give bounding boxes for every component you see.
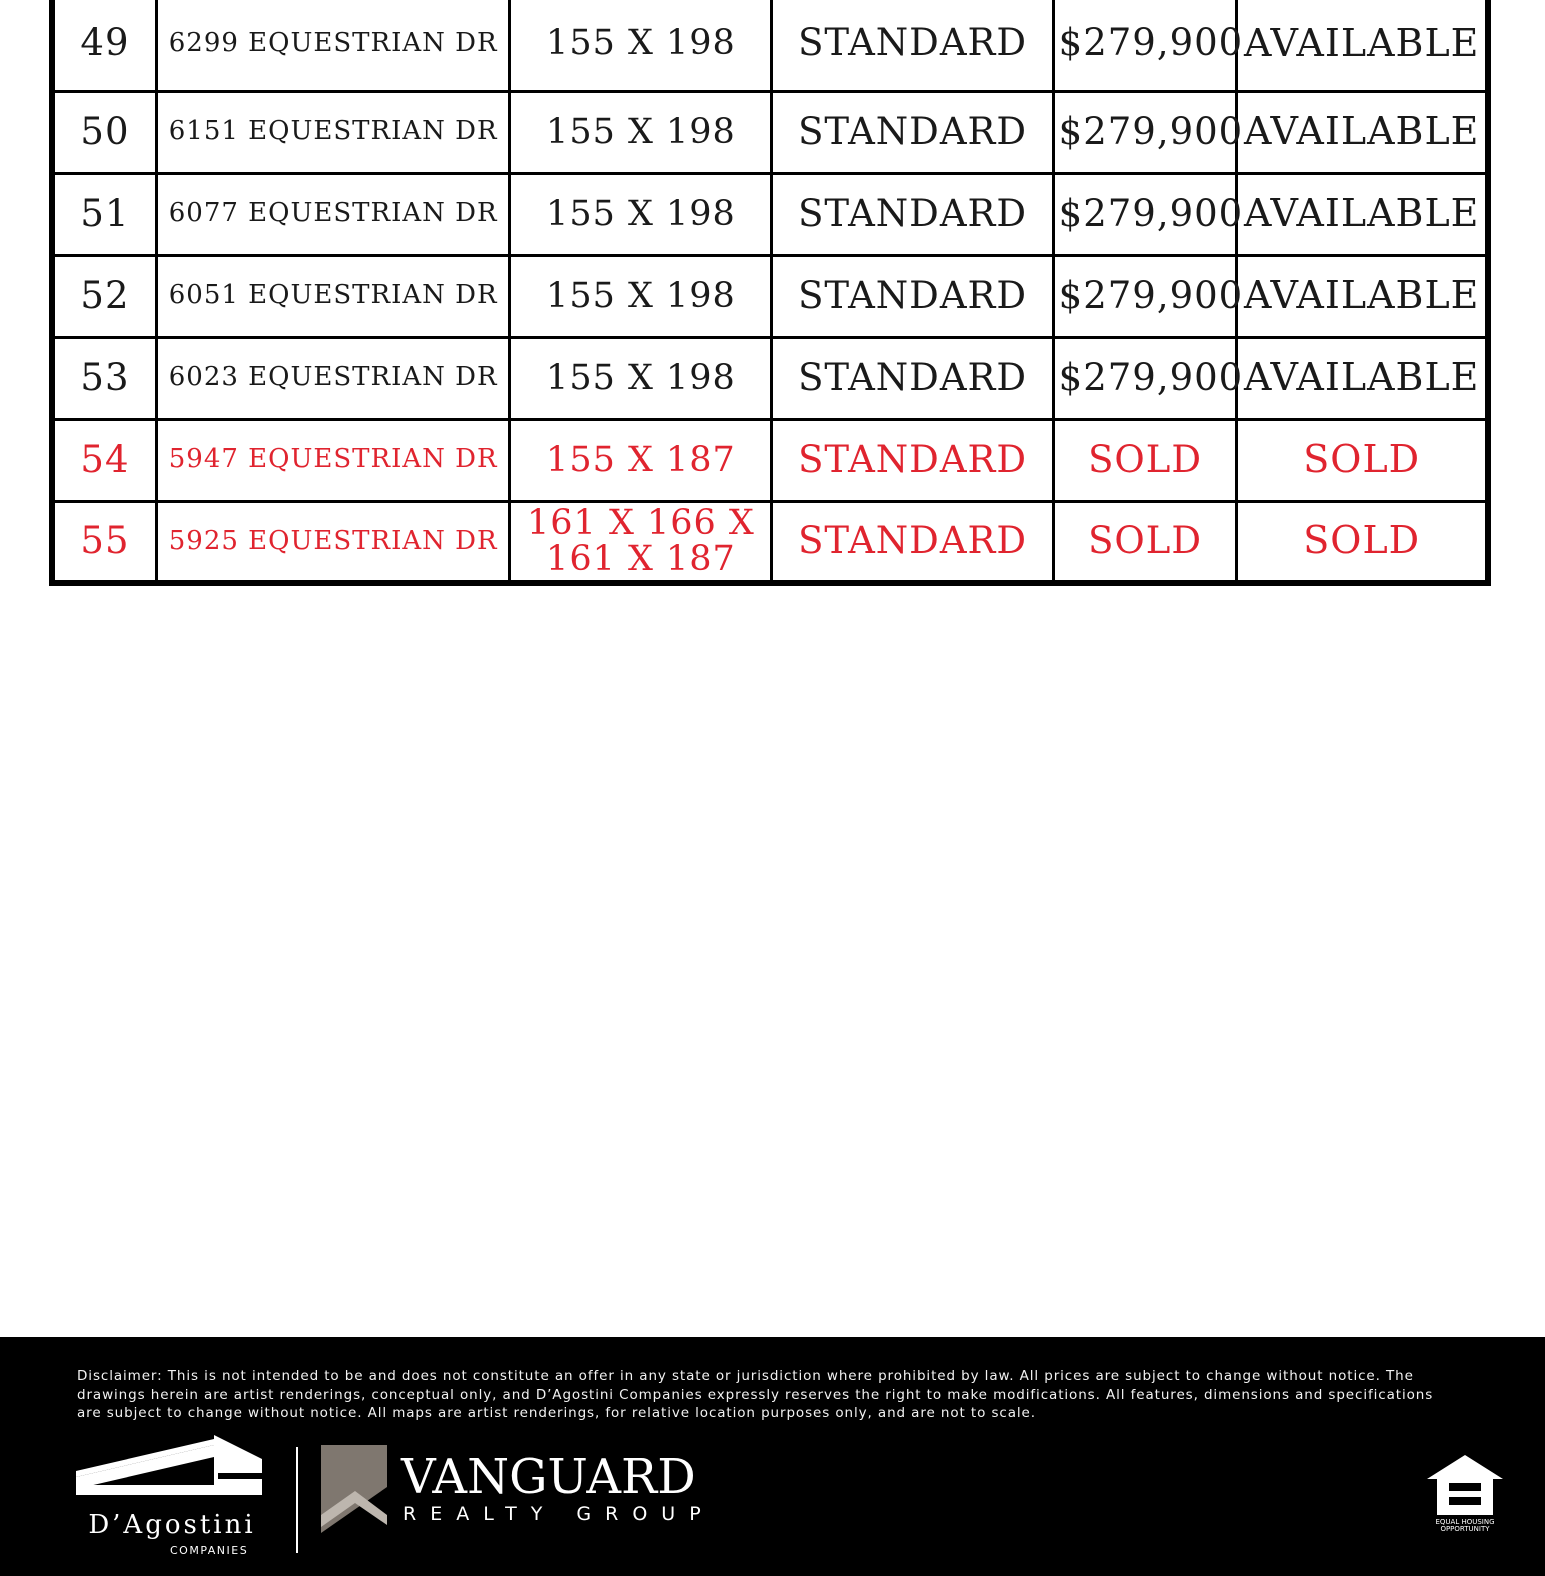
price-cell: $279,900 [1053,0,1237,91]
equal-housing-logo [1425,1453,1505,1537]
status-cell: AVAILABLE [1237,91,1488,173]
status-cell: SOLD [1237,501,1488,583]
lot-number-cell: 52 [52,255,156,337]
lot-number-cell: 50 [52,91,156,173]
table-row [52,501,1488,583]
lot-type-cell: STANDARD [772,255,1053,337]
dagostini-subtitle: COMPANIES [170,1544,249,1557]
price-cell: $279,900 [1053,255,1237,337]
table-row [52,91,1488,173]
dimensions-cell: 155 X 198 [510,255,772,337]
address-cell: 5947 EQUESTRIAN DR [156,419,509,501]
address-cell: 6077 EQUESTRIAN DR [156,173,509,255]
status-cell: SOLD [1237,419,1488,501]
lot-number-cell: 51 [52,173,156,255]
status-cell: AVAILABLE [1237,0,1488,91]
table-row [52,419,1488,501]
table-row [52,255,1488,337]
lot-table [49,0,1491,586]
dimensions-cell: 155 X 198 [510,0,772,91]
dimensions-cell: 155 X 187 [510,419,772,501]
disclaimer-text: Disclaimer: This is not intended to be and does not constitute an offer in any state or jurisdiction where prohibited by law. All prices are subject to change without notice. The drawings herein are artist renderings, conceptual only, and D’Agostini Companies expressly reserves the right to make modifications. All features, dimensions and specifications are subject to change without notice. All maps are artist renderings, for relative location purposes only, and are not to scale. [77,1368,1434,1421]
logo-divider [296,1447,298,1553]
lot-type-cell: STANDARD [772,91,1053,173]
vanguard-name: VANGUARD [401,1449,696,1505]
lot-number-cell: 49 [52,0,156,91]
lot-type-cell: STANDARD [772,173,1053,255]
dagostini-logo [74,1433,270,1563]
dimensions-cell: 155 X 198 [510,91,772,173]
lot-type-cell: STANDARD [772,337,1053,419]
lot-type-cell: STANDARD [772,501,1053,583]
lot-number-cell: 55 [52,501,156,583]
price-cell: SOLD [1053,501,1237,583]
price-cell: $279,900 [1053,91,1237,173]
lot-table-body [52,0,1488,583]
price-cell: SOLD [1053,419,1237,501]
dagostini-name: D’Agostini [88,1510,256,1540]
address-cell: 6051 EQUESTRIAN DR [156,255,509,337]
table-row [52,173,1488,255]
table-row [52,337,1488,419]
status-cell: AVAILABLE [1237,173,1488,255]
address-cell: 5925 EQUESTRIAN DR [156,501,509,583]
vanguard-chevron-icon [321,1445,391,1535]
vanguard-subtitle: REALTY GROUP [403,1503,715,1525]
dimensions-cell: 161 X 166 X 161 X 187 [510,501,772,583]
address-cell: 6299 EQUESTRIAN DR [156,0,509,91]
dimensions-cell: 155 X 198 [510,337,772,419]
dimensions-cell: 155 X 198 [510,173,772,255]
lot-type-cell: STANDARD [772,0,1053,91]
status-cell: AVAILABLE [1237,255,1488,337]
table-row [52,0,1488,91]
address-cell: 6023 EQUESTRIAN DR [156,337,509,419]
equal-housing-text: EQUAL HOUSING OPPORTUNITY [1435,1518,1495,1533]
lot-type-cell: STANDARD [772,419,1053,501]
lot-number-cell: 54 [52,419,156,501]
address-cell: 6151 EQUESTRIAN DR [156,91,509,173]
vanguard-logo [321,1445,721,1545]
equal-housing-house-icon [1425,1453,1505,1517]
status-cell: AVAILABLE [1237,337,1488,419]
price-cell: $279,900 [1053,337,1237,419]
footer [0,1337,1545,1576]
dagostini-building-icon [74,1433,270,1513]
price-cell: $279,900 [1053,173,1237,255]
lot-number-cell: 53 [52,337,156,419]
